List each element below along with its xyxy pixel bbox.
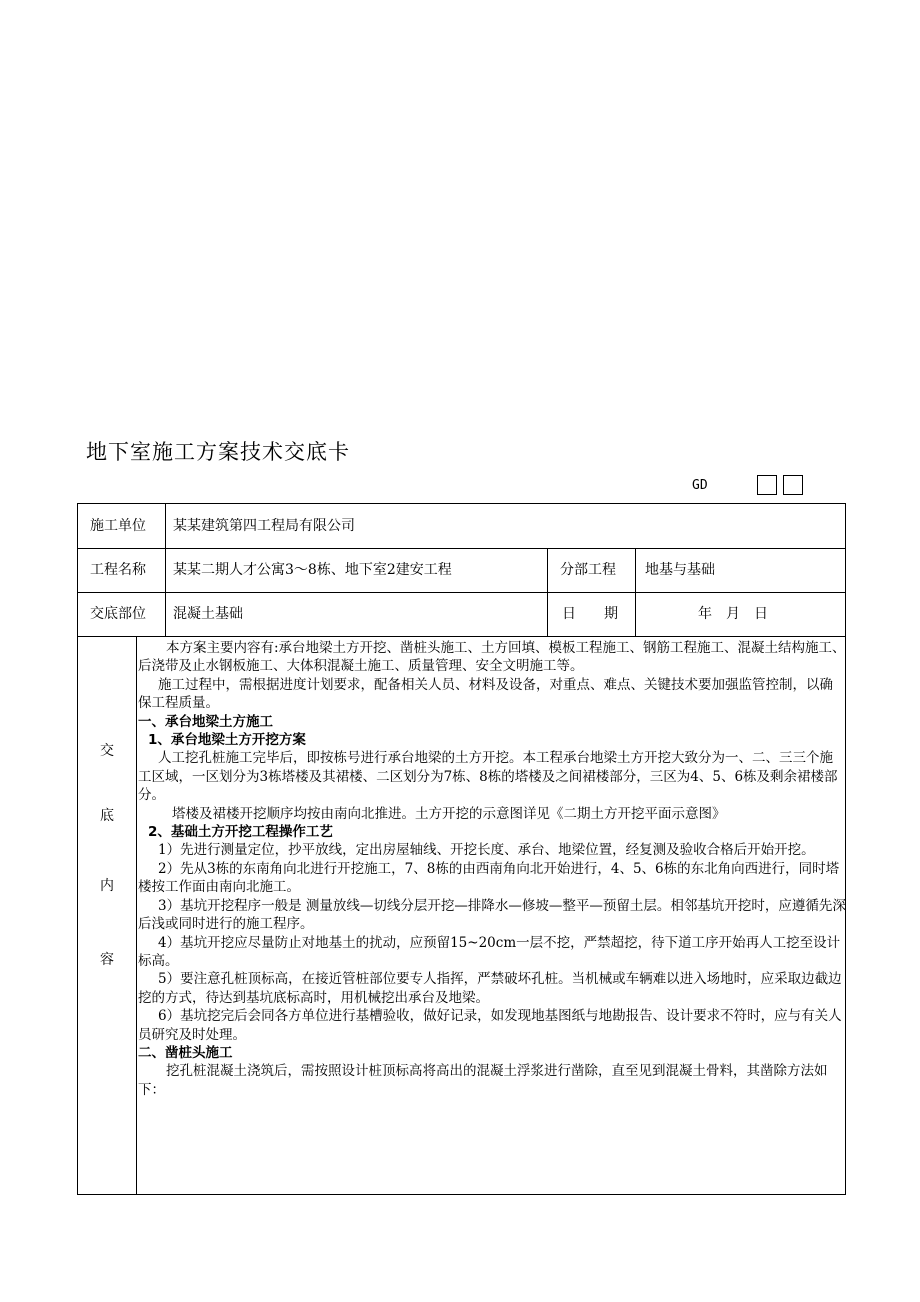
project-name-label: 工程名称 [90,562,146,578]
paragraph: 本方案主要内容有:承台地梁土方开挖、凿桩头施工、土方回填、模板工程施工、钢筋工程施工、混凝土结构施工、后浇带及止水钢板施工、大体积混凝土施工、质量管理、安全文明施工等。 [138,640,846,675]
paragraph: 人工挖孔桩施工完毕后，即按栋号进行承台地梁的土方开挖。本工程承台地梁土方开挖大致分为一、二、三三个施工区域，一区划分为3栋塔楼及其裙楼、二区划分为7栋、8栋的塔楼及之间裙楼部分，三区为4、5、6栋及剩余裙楼部分。 [138,750,838,804]
side-char: 底 [100,808,114,824]
disclosure-table [77,503,846,1195]
subsection-heading: 2、基础土方开挖工程操作工艺 [148,824,333,841]
content-side-label [78,637,136,1194]
disclosure-part-label: 交底部位 [90,606,146,622]
column-divider [547,548,548,636]
page-title: 地下室施工方案技术交底卡 [86,440,350,464]
step-item: 5）要注意孔桩顶标高，在接近管桩部位要专人指挥，严禁破坏孔桩。当机械或车辆难以进入场地时，应采取边截边挖的方式，待达到基坑底标高时，用机械挖出承台及地梁。 [138,971,842,1006]
construction-unit-value: 某某建筑第四工程局有限公司 [173,518,355,534]
row-divider [78,636,845,637]
side-char: 内 [100,878,114,894]
step-item: 6）基坑挖完后会同各方单位进行基槽验收，做好记录，如发现地基图纸与地勘报告、设计要求不符时，应与有关人员研究及时处理。 [138,1008,842,1043]
disclosure-content [138,639,846,1099]
row-divider [78,592,845,593]
date-label: 日 期 [562,606,618,622]
disclosure-part-value: 混凝土基础 [173,606,243,622]
subsection-heading: 1、承台地梁土方开挖方案 [148,732,306,749]
sub-project-label: 分部工程 [560,562,616,578]
date-value: 年 月 日 [698,606,768,622]
column-divider [165,504,166,636]
project-name-value: 某某二期人才公寓3～8栋、地下室2建安工程 [173,562,452,578]
side-char: 容 [100,952,114,968]
gd-number-box [783,475,803,495]
column-divider [136,636,137,1194]
side-char: 交 [100,743,114,759]
step-item: 2）先从3栋的东南角向北进行开挖施工，7、8栋的由西南角向北开始进行，4、5、6栋的东北角向西进行，同时塔楼按工作面由南向北施工。 [138,860,840,896]
step-item: 4）基坑开挖应尽量防止对地基土的扰动，应预留15~20cm一层不挖，严禁超挖，待下道工序开始再人工挖至设计标高。 [138,934,841,969]
step-item: 1）先进行测量定位，抄平放线，定出房屋轴线、开挖长度、承台、地梁位置，经复测及验收合格后开始开挖。 [158,842,815,859]
paragraph: 施工过程中，需根据进度计划要求，配备相关人员、材料及设备，对重点、难点、关键技术要加强监管控制，以确保工程质量。 [138,676,833,712]
construction-unit-label: 施工单位 [90,518,146,534]
section-heading: 二、凿桩头施工 [138,1044,233,1061]
column-divider [635,548,636,636]
gd-number-box [757,475,777,495]
paragraph: 塔楼及裙楼开挖顺序均按由南向北推进。土方开挖的示意图详见《二期土方开挖平面示意图》 [172,805,726,822]
section-heading: 一、承台地梁土方施工 [138,713,273,730]
sub-project-value: 地基与基础 [645,562,715,578]
row-divider [78,548,845,549]
paragraph: 挖孔桩混凝土浇筑后，需按照设计桩顶标高将高出的混凝土浮浆进行凿除，直至见到混凝土骨料，其凿除方法如下： [138,1063,828,1098]
step-item: 3）基坑开挖程序一般是 测量放线—切线分层开挖—排降水—修坡—整平—预留土层。相邻基坑开挖时，应遵循先深后浅或同时进行的施工程序。 [138,897,846,933]
gd-label: GD [692,478,708,493]
